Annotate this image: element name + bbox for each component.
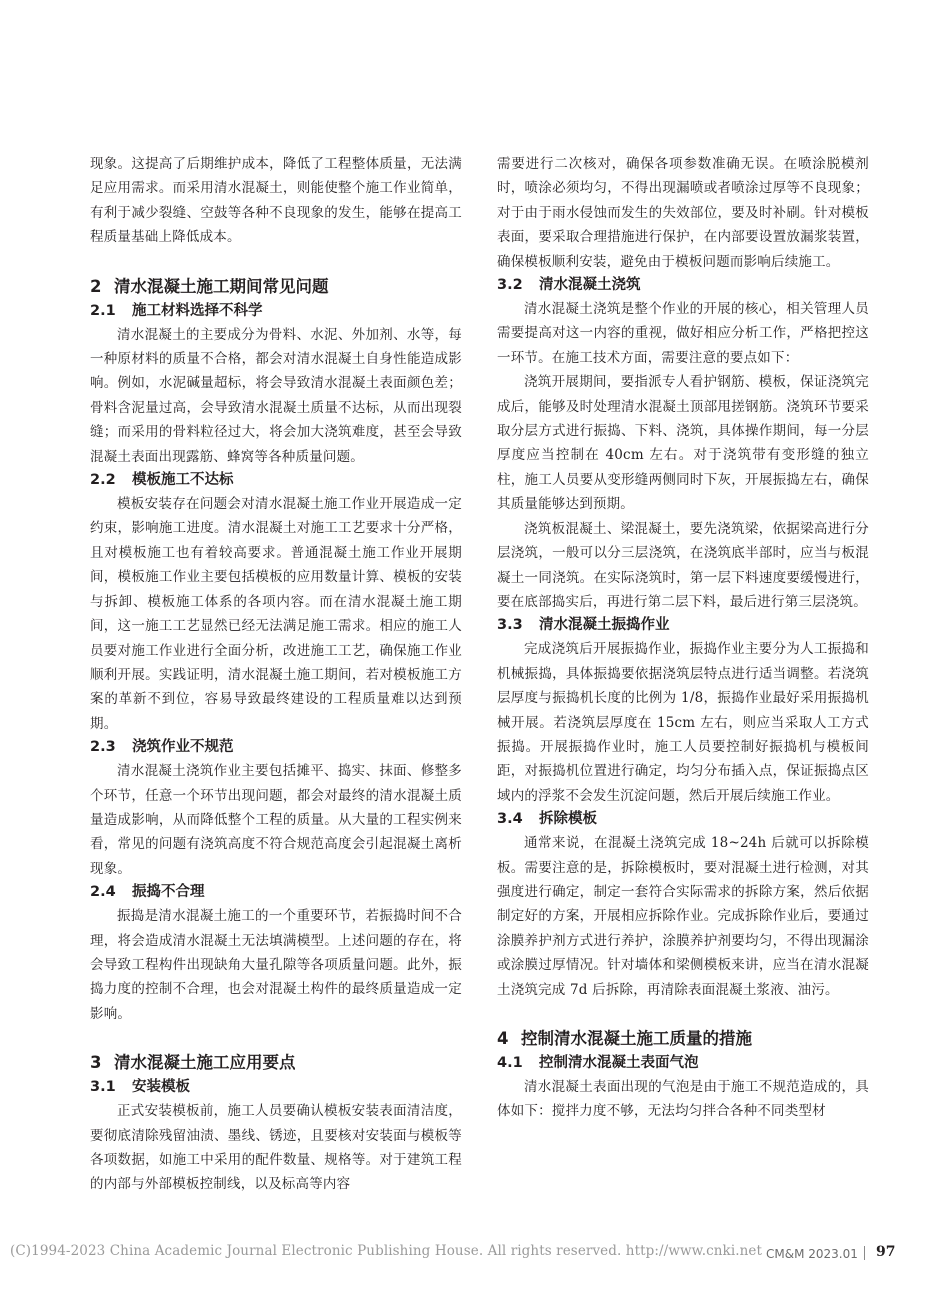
section-heading-4: [497, 1026, 869, 1052]
subsection-heading-2-2: [90, 469, 462, 492]
subsection-number: 2.3: [90, 739, 116, 756]
subsection-heading-2-4: [90, 881, 462, 904]
subsection-number: 3.1: [90, 1079, 116, 1096]
paragraph: 浇筑板混凝土、梁混凝土，要先浇筑梁，依据梁高进行分层浇筑，一般可以分三层浇筑，在浇筑底半部时，应当与板混凝土一同浇筑。在实际浇筑时，第一层下料速度要缓慢进行，要在底部捣实后，再进行第二层下料，最后进行第三层浇筑。: [497, 520, 869, 610]
subsection-title: 施工材料选择不科学: [132, 302, 263, 319]
subsection-number: 2.1: [90, 302, 116, 319]
page-footer: [0, 1243, 950, 1263]
subsection-number: 4.1: [497, 1055, 523, 1071]
paragraph: 清水混凝土表面出现的气泡是由于施工不规范造成的，具体如下：搅拌力度不够，无法均匀拌合各种不同类型材: [497, 1079, 869, 1120]
paragraph: 浇筑开展期间，要指派专人看护钢筋、模板，保证浇筑完成后，能够及时处理清水混凝土顶部甩搓钢筋。浇筑环节要采取分层方式进行振捣、下料、浇筑，具体操作期间，每一分层厚度应当控制在 40cm 左右。对于浇筑带有变形缝的独立柱，施工人员要从变形缝两侧同时下灰，开展振捣左右，确保其质量能够达到预期。: [497, 374, 869, 513]
subsection-title: 振捣不合理: [132, 884, 205, 901]
subsection-number: 2.4: [90, 884, 116, 901]
right-column: [497, 152, 869, 1124]
subsection-title: 控制清水混凝土表面气泡: [539, 1055, 699, 1071]
paragraph: 清水混凝土浇筑是整个作业的开展的核心，相关管理人员需要提高对这一内容的重视，做好相应分析工作，严格把控这一环节。在施工技术方面，需要注意的要点如下：: [497, 301, 869, 366]
section-heading-3: [90, 1050, 462, 1076]
subsection-heading-3-1: [90, 1076, 462, 1099]
subsection-title: 模板施工不达标: [132, 472, 234, 489]
paragraph: 正式安装模板前，施工人员要确认模板安装表面清洁度，要彻底清除残留油渍、墨线、锈迹，且要核对安装面与模板等各项数据，如施工中采用的配件数量、规格等。对于建筑工程的内部与外部模板控制线，以及标高等内容: [90, 1103, 462, 1193]
subsection-title: 清水混凝土振捣作业: [539, 617, 670, 634]
paragraph: 通常来说，在混凝土浇筑完成 18~24h 后就可以拆除模板。需要注意的是，拆除模板时，要对混凝土进行检测，对其强度进行确定，制定一套符合实际需求的拆除方案，然后依据制定好的方案，开展相应拆除作业。完成拆除作业后，要通过涂膜养护剂方式进行养护，涂膜养护剂要均匀，不得出现漏涂或涂膜过厚情况。针对墙体和梁侧模板来讲，应当在清水混凝土浇筑完成 7d 后拆除，再清除表面混凝土浆液、油污。: [497, 835, 869, 998]
paragraph: 需要进行二次核对，确保各项参数准确无误。在喷涂脱模剂时，喷涂必须均匀，不得出现漏喷或者喷涂过厚等不良现象；对于由于雨水侵蚀而发生的失效部位，要及时补刷。针对模板表面，要采取合理措施进行保护，在内部要设置放漏浆装置，确保模板顺利安装，避免由于模板问题而影响后续施工。: [497, 156, 869, 270]
footer-divider: [864, 1246, 865, 1260]
section-heading-2: [90, 274, 462, 300]
section-number: 4: [497, 1029, 509, 1048]
subsection-heading-2-3: [90, 736, 462, 759]
left-column: [90, 152, 462, 1197]
subsection-heading-3-3: [497, 614, 869, 637]
paragraph: 清水混凝土的主要成分为骨料、水泥、外加剂、水等，每一种原材料的质量不合格，都会对清水混凝土自身性能造成影响。例如，水泥碱量超标，将会导致清水混凝土表面颜色差；骨料含泥量过高，会导致清水混凝土质量不达标，从而出现裂缝；而采用的骨料粒径过大，将会加大浇筑难度，甚至会导致混凝土表面出现露筋、蜂窝等各种质量问题。: [90, 326, 462, 465]
subsection-heading-3-4: [497, 808, 869, 831]
subsection-title: 浇筑作业不规范: [132, 739, 234, 756]
section-title: 清水混凝土施工期间常见问题: [114, 276, 329, 296]
paragraph: 完成浇筑后开展振捣作业，振捣作业主要分为人工振捣和机械振捣，具体振捣要依据浇筑层特点进行适当调整。若浇筑层厚度与振捣机长度的比例为 1/8，振捣作业最好采用振捣机械开展。若浇筑层厚度在 15cm 左右，则应当采取人工方式振捣。开展振捣作业时，施工人员要控制好振捣机与模板间距，对振捣机位置进行确定，均匀分布插入点，保证振捣点区域内的浮浆不会发生沉淀问题，然后开展后续施工作业。: [497, 641, 869, 804]
journal-issue: CM&M 2023.01: [766, 1247, 858, 1261]
paragraph: 现象。这提高了后期维护成本，降低了工程整体质量，无法满足应用需求。而采用清水混凝土，则能使整个施工作业简单，有利于减少裂缝、空鼓等各种不良现象的发生，能够在提高工程质量基础上降低成本。: [90, 156, 462, 246]
copyright-notice: (C)1994-2023 China Academic Journal Electronic Publishing House. All rights reserved. http://www.cnki.net: [10, 1243, 763, 1259]
section-number: 3: [90, 1053, 102, 1073]
subsection-title: 清水混凝土浇筑: [539, 277, 641, 294]
subsection-number: 3.2: [497, 277, 523, 294]
subsection-title: 拆除模板: [539, 811, 597, 828]
page-number: 97: [876, 1244, 896, 1260]
subsection-heading-2-1: [90, 300, 462, 323]
subsection-heading-3-2: [497, 274, 869, 297]
subsection-heading-4-1: [497, 1052, 869, 1075]
paragraph: 振捣是清水混凝土施工的一个重要环节，若振捣时间不合理，将会造成清水混凝土无法填满模型。上述问题的存在，将会导致工程构件出现缺角大量孔隙等各项质量问题。此外，振捣力度的控制不合理，也会对混凝土构件的最终质量造成一定影响。: [90, 908, 462, 1022]
paragraph: 模板安装存在问题会对清水混凝土施工作业开展造成一定约束，影响施工进度。清水混凝土对施工工艺要求十分严格，且对模板施工也有着较高要求。普通混凝土施工作业开展期间，模板施工作业主要包括模板的应用数量计算、模板的安装与拆卸、模板施工体系的各项内容。而在清水混凝土施工期间，这一施工工艺显然已经无法满足施工需求。相应的施工人员要对施工作业进行全面分析，改进施工工艺，确保施工作业顺利开展。实践证明，清水混凝土施工期间，若对模板施工方案的革新不到位，容易导致最终建设的工程质量难以达到预期。: [90, 496, 462, 732]
section-number: 2: [90, 276, 102, 296]
subsection-number: 3.3: [497, 617, 523, 634]
section-title: 控制清水混凝土施工质量的措施: [521, 1029, 752, 1048]
paragraph: 清水混凝土浇筑作业主要包括摊平、捣实、抹面、修整多个环节，任意一个环节出现问题，都会对最终的清水混凝土质量造成影响，从而降低整个工程的质量。从大量的工程实例来看，常见的问题有浇筑高度不符合规范高度会引起混凝土离析现象。: [90, 763, 462, 877]
subsection-title: 安装模板: [132, 1079, 190, 1096]
section-title: 清水混凝土施工应用要点: [114, 1053, 296, 1073]
subsection-number: 2.2: [90, 472, 116, 489]
subsection-number: 3.4: [497, 811, 523, 828]
